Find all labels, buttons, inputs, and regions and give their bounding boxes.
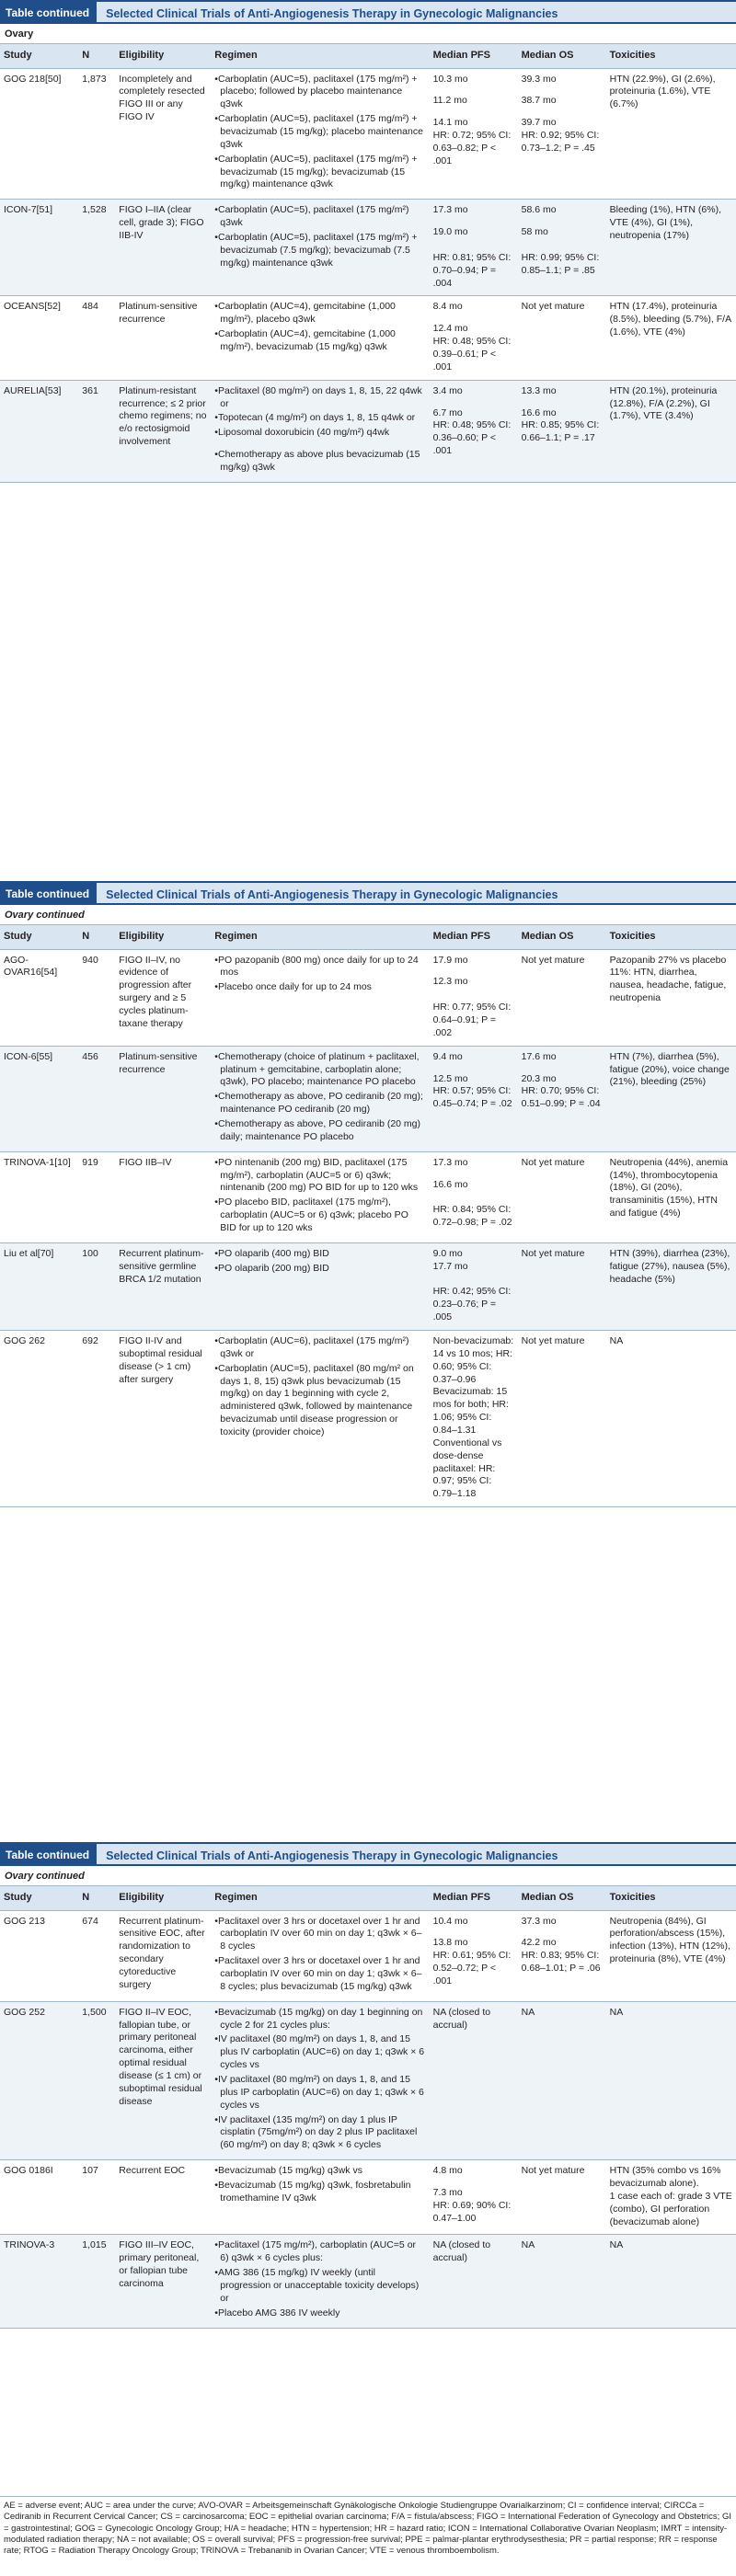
table-continued-tag: Table continued xyxy=(0,883,97,903)
n-cell: 1,500 xyxy=(78,2001,115,2159)
n-cell: 361 xyxy=(78,380,115,482)
os-value: NA xyxy=(521,2239,535,2251)
study-cell: TRINOVA-1[10] xyxy=(4,1156,71,1168)
regimen-item: • Carboplatin (AUC=6), paclitaxel (175 mg/m²) q3wk or xyxy=(214,1335,425,1361)
pfs-value: 12.5 mo HR: 0.57; 95% CI: 0.45–0.74; P = .02 xyxy=(432,1072,512,1110)
table-row xyxy=(0,200,736,296)
pfs-value: 12.4 mo HR: 0.48; 95% CI: 0.39–0.61; P < .001 xyxy=(432,323,512,372)
os-value: Not yet mature xyxy=(521,1334,585,1346)
eligibility-cell: FIGO II–IV, no evidence of progression after surgery and ≥ 5 cycles platinum-taxane therapy xyxy=(119,954,192,1029)
regimen-item: • Placebo AMG 386 IV weekly xyxy=(214,2307,425,2320)
pfs-value: NA (closed to accrual) xyxy=(432,2006,491,2031)
eligibility-cell: FIGO IIB–IV xyxy=(119,1156,172,1168)
column-header: Regimen xyxy=(211,44,429,68)
regimen-item: • Carboplatin (AUC=5), paclitaxel (175 mg/m²) + bevacizumab (7.5 mg/kg); bevacizumab (7.5 mg/kg) maintenance q3wk xyxy=(214,232,425,270)
regimen-item: • PO pazopanib (800 mg) once daily for up to 24 mos xyxy=(214,955,425,980)
regimen-cell xyxy=(211,2235,429,2328)
toxicities-cell: NA xyxy=(606,2235,736,2328)
median-pfs-cell xyxy=(430,2235,518,2328)
regimen-item: • PO nintenanib (200 mg) BID, paclitaxel (175 mg/m²), carboplatin (AUC=5 or 6) q3wk; nintenanib (200 mg) PO BID for up to 120 wks xyxy=(214,1157,425,1196)
regimen-cell xyxy=(211,200,429,296)
median-os-cell xyxy=(518,2235,606,2328)
column-header: N xyxy=(78,1886,115,1910)
column-header: Eligibility xyxy=(115,925,211,949)
regimen-item: • PO placebo BID, paclitaxel (175 mg/m²), carboplatin (AUC=5 or 6) q3wk; placebo PO BID for up to 120 wks xyxy=(214,1196,425,1235)
column-header: Eligibility xyxy=(115,1886,211,1910)
n-cell: 674 xyxy=(82,1915,98,1927)
header-row xyxy=(0,44,736,68)
os-value: 38.7 mo xyxy=(521,95,557,107)
median-pfs-cell xyxy=(430,380,518,482)
table-row xyxy=(0,380,736,482)
regimen-item: • Bevacizumab (15 mg/kg) q3wk vs xyxy=(214,2165,425,2178)
table-group-label: Ovary xyxy=(0,24,736,44)
pfs-value: 17.3 mo xyxy=(432,204,468,216)
median-os-cell xyxy=(518,296,606,380)
regimen-item: • Liposomal doxorubicin (40 mg/m²) q4wk xyxy=(214,427,425,440)
column-header: Toxicities xyxy=(606,1886,736,1910)
median-os-cell xyxy=(518,1330,606,1506)
regimen-item: • Bevacizumab (15 mg/kg) on day 1 beginning on cycle 2 for 21 cycles plus: xyxy=(214,2007,425,2032)
eligibility-cell: FIGO I–IIA (clear cell, grade 3); FIGO IIB-IV xyxy=(115,200,211,296)
os-value: Not yet mature xyxy=(521,301,585,313)
eligibility-cell: FIGO II–IV EOC, fallopian tube, or primary peritoneal carcinoma, either optimal residual disease (≤ 1 cm) or suboptimal residual disease xyxy=(115,2001,211,2159)
pfs-value: 13.8 mo HR: 0.61; 95% CI: 0.52–0.72; P < .001 xyxy=(432,1937,512,1986)
column-header: Median OS xyxy=(518,44,606,68)
toxicities-cell: NA xyxy=(609,1334,624,1346)
n-cell: 692 xyxy=(82,1334,98,1346)
n-cell: 456 xyxy=(78,1046,115,1151)
table-title-bar xyxy=(0,881,736,905)
pfs-value: 8.4 mo xyxy=(432,301,463,313)
regimen-item: • IV paclitaxel (135 mg/m²) on day 1 plus IP cisplatin (75mg/m²) on day 2 plus IP paclitaxel (60 mg/m²) on day 8; q3wk × 6 cycles xyxy=(214,2114,425,2153)
toxicities-cell: NA xyxy=(606,2001,736,2159)
eligibility-cell: FIGO II-IV and suboptimal residual disease (> 1 cm) after surgery xyxy=(119,1334,202,1385)
study-cell: Liu et al[70] xyxy=(0,1242,78,1330)
study-cell: OCEANS[52] xyxy=(4,301,61,313)
median-pfs-cell xyxy=(430,1242,518,1330)
regimen-item: • AMG 386 (15 mg/kg) IV weekly (until progression or unacceptable toxicity develops) or xyxy=(214,2267,425,2306)
table-row xyxy=(0,2001,736,2159)
study-cell: ICON-6[55] xyxy=(0,1046,78,1151)
study-cell: ICON-7[51] xyxy=(0,200,78,296)
regimen-cell xyxy=(211,1330,429,1506)
median-os-cell xyxy=(518,2160,606,2235)
column-header: Median OS xyxy=(518,925,606,949)
table-row xyxy=(0,2160,736,2235)
os-value: Not yet mature xyxy=(521,954,585,966)
pfs-value: 10.4 mo xyxy=(432,1915,468,1927)
column-header: Regimen xyxy=(211,1886,429,1910)
table-continued-tag: Table continued xyxy=(0,2,97,22)
eligibility-cell: Incompletely and completely resected FIGO III or any FIGO IV xyxy=(119,73,205,123)
median-os-cell xyxy=(518,949,606,1046)
column-header: Median PFS xyxy=(430,925,518,949)
pfs-value: 14.1 mo HR: 0.72; 95% CI: 0.63–0.82; P < .001 xyxy=(432,117,512,166)
median-pfs-cell xyxy=(430,1046,518,1151)
median-pfs-cell xyxy=(430,68,518,200)
regimen-item: • Paclitaxel (175 mg/m²), carboplatin (AUC=5 or 6) q3wk × 6 cycles plus: xyxy=(214,2239,425,2265)
eligibility-cell: Recurrent platinum-sensitive germline BRCA 1/2 mutation xyxy=(115,1242,211,1330)
trials-table xyxy=(0,925,736,1507)
table-row xyxy=(0,296,736,380)
median-pfs-cell xyxy=(430,1330,518,1506)
column-header: Eligibility xyxy=(115,44,211,68)
n-cell: 1,873 xyxy=(82,73,107,85)
n-cell: 107 xyxy=(82,2165,98,2177)
os-value: 17.6 mo xyxy=(521,1050,557,1062)
column-header: N xyxy=(78,925,115,949)
toxicities-cell: HTN (17.4%), proteinuria (8.5%), bleeding (5.7%), F/A (1.6%), VTE (4%) xyxy=(609,301,731,338)
eligibility-cell: Platinum-sensitive recurrence xyxy=(115,1046,211,1151)
regimen-item: • Carboplatin (AUC=5), paclitaxel (175 mg/m²) + bevacizumab (15 mg/kg); placebo maintenance q3wk xyxy=(214,113,425,152)
toxicities-cell: HTN (22.9%), GI (2.6%), proteinuria (1.6%), VTE (6.7%) xyxy=(609,73,716,110)
n-cell: 940 xyxy=(82,954,98,966)
regimen-item: • PO olaparib (400 mg) BID xyxy=(214,1248,425,1261)
median-pfs-cell xyxy=(430,2160,518,2235)
regimen-item: • Paclitaxel (80 mg/m²) on days 1, 8, 15, 22 q4wk or xyxy=(214,385,425,411)
median-os-cell xyxy=(518,1910,606,2001)
eligibility-cell: Recurrent EOC xyxy=(119,2165,186,2177)
n-cell: 919 xyxy=(82,1156,98,1168)
regimen-item: • Chemotherapy as above plus bevacizumab (15 mg/kg) q3wk xyxy=(214,449,425,475)
toxicities-cell: HTN (7%), diarrhea (5%), fatigue (20%), voice change (21%), bleeding (25%) xyxy=(606,1046,736,1151)
os-value: 39.7 mo HR: 0.92; 95% CI: 0.73–1.2; P = .45 xyxy=(521,117,600,154)
pfs-value: 3.4 mo xyxy=(432,384,463,396)
table-continued-tag: Table continued xyxy=(0,1844,97,1864)
eligibility-cell: FIGO III–IV EOC, primary peritoneal, or fallopian tube carcinoma xyxy=(115,2235,211,2328)
regimen-cell xyxy=(211,1242,429,1330)
table-section-2 xyxy=(0,881,736,1507)
pfs-value: 11.2 mo xyxy=(432,95,467,107)
abbreviations-footnote: AE = adverse event; AUC = area under the curve; AVO-OVAR = Arbeitsgemeinschaft Gynäkologische Onkologie Studiengruppe Ovarialkarzinom; CI = confidence interval; CIRCCa = Cediranib in Recurrent Cervical Cancer; CS = carcinosarcoma; EOC = epithelial ovarian carcinoma; F/A = fistula/abscess; FIGO = International Federation of Gynecology and Obstetrics; GI = gastrointestinal; GOG = Gynecologic Oncology Group; H/A = headache; HTN = hypertension; HR = hazard ratio; ICON = International Collaborative Ovarian Neoplasm; IMRT = intensity-modulated radiation therapy; NA = not available; OS = overall survival; PFS = progression-free survival; PPE = palmar-plantar erythrodysesthesia; PR = partial response; RR = response rate; RTOG = Radiation Therapy Oncology Group; TRINOVA = Trebananib in Ovarian Cancer; VTE = venous thromboembolism. xyxy=(0,2496,736,2558)
study-cell: AURELIA[53] xyxy=(0,380,78,482)
column-header: Median PFS xyxy=(430,44,518,68)
os-value: 16.6 mo HR: 0.85; 95% CI: 0.66–1.1; P = .17 xyxy=(521,406,600,444)
regimen-item: • Paclitaxel over 3 hrs or docetaxel over 1 hr and carboplatin IV over 60 min on day 1; q3wk × 6–8 cycles; plus bevacizumab (15 mg/kg) q3wk xyxy=(214,1955,425,1994)
n-cell: 484 xyxy=(82,301,98,313)
os-value: 20.3 mo HR: 0.70; 95% CI: 0.51–0.99; P = .04 xyxy=(521,1072,601,1110)
regimen-item: • Chemotherapy as above, PO cediranib (20 mg); maintenance PO cediranib (20 mg) xyxy=(214,1091,425,1116)
eligibility-cell: Recurrent platinum-sensitive EOC, after randomization to secondary cytoreductive surgery xyxy=(119,1915,205,1990)
regimen-item: • Carboplatin (AUC=5), paclitaxel (175 mg/m²) q3wk xyxy=(214,204,425,230)
median-os-cell xyxy=(518,200,606,296)
regimen-item: • Chemotherapy as above, PO cediranib (20 mg) daily; maintenance PO placebo xyxy=(214,1118,425,1144)
study-cell: GOG 213 xyxy=(4,1915,45,1927)
regimen-cell xyxy=(211,1910,429,2001)
table-group-label: Ovary continued xyxy=(0,905,736,925)
column-header: Study xyxy=(0,1886,78,1910)
table-section-3 xyxy=(0,1842,736,2329)
regimen-cell xyxy=(211,380,429,482)
median-pfs-cell xyxy=(430,949,518,1046)
pfs-value: 12.3 mo HR: 0.77; 95% CI: 0.64–0.91; P = .002 xyxy=(432,976,512,1038)
pfs-value: 19.0 mo HR: 0.81; 95% CI: 0.70–0.94; P = .004 xyxy=(432,226,512,289)
pfs-value: 7.3 mo HR: 0.69; 90% CI: 0.47–1.00 xyxy=(432,2186,512,2224)
n-cell: 1,015 xyxy=(78,2235,115,2328)
column-header: Toxicities xyxy=(606,925,736,949)
n-cell: 100 xyxy=(78,1242,115,1330)
os-value: Not yet mature xyxy=(521,1247,585,1259)
regimen-cell xyxy=(211,2001,429,2159)
n-cell: 1,528 xyxy=(78,200,115,296)
study-cell: GOG 252 xyxy=(0,2001,78,2159)
table-row xyxy=(0,1910,736,2001)
trials-table xyxy=(0,44,736,483)
regimen-item: • Carboplatin (AUC=5), paclitaxel (175 mg/m²) + placebo; followed by placebo maintenance q3wk xyxy=(214,74,425,112)
os-value: Not yet mature xyxy=(521,2165,585,2177)
regimen-cell xyxy=(211,2160,429,2235)
toxicities-cell: Bleeding (1%), HTN (6%), VTE (4%), GI (1%), neutropenia (17%) xyxy=(606,200,736,296)
pfs-value: 17.3 mo xyxy=(432,1156,468,1168)
regimen-cell xyxy=(211,1151,429,1242)
table-row xyxy=(0,1330,736,1506)
pfs-value: 9.4 mo xyxy=(432,1050,463,1062)
median-os-cell xyxy=(518,1046,606,1151)
regimen-item: • PO olaparib (200 mg) BID xyxy=(214,1263,425,1276)
eligibility-cell: Platinum-resistant recurrence; ≤ 2 prior chemo regimens; no e/o rectosigmoid involvement xyxy=(115,380,211,482)
regimen-item: • Bevacizumab (15 mg/kg) q3wk, fosbretabulin tromethamine IV q3wk xyxy=(214,2180,425,2205)
study-cell: GOG 0186I xyxy=(4,2165,53,2177)
regimen-cell xyxy=(211,68,429,200)
table-title: Selected Clinical Trials of Anti-Angiogenesis Therapy in Gynecologic Malignancies xyxy=(106,7,558,20)
os-value: 58.6 mo xyxy=(521,204,557,216)
table-title-bar xyxy=(0,1842,736,1866)
study-cell: GOG 262 xyxy=(4,1334,45,1346)
table-row xyxy=(0,1151,736,1242)
os-value: 13.3 mo xyxy=(521,384,557,396)
regimen-item: • Topotecan (4 mg/m²) on days 1, 8, 15 q4wk or xyxy=(214,412,425,425)
header-row xyxy=(0,925,736,949)
os-value: NA xyxy=(521,2006,535,2018)
median-pfs-cell xyxy=(430,1910,518,2001)
pfs-value: 10.3 mo xyxy=(432,73,468,85)
median-pfs-cell xyxy=(430,2001,518,2159)
table-title: Selected Clinical Trials of Anti-Angiogenesis Therapy in Gynecologic Malignancies xyxy=(106,888,558,901)
study-cell: TRINOVA-3 xyxy=(0,2235,78,2328)
regimen-item: • Chemotherapy (choice of platinum + paclitaxel, platinum + gemcitabine, carboplatin alone; q3wk), PO placebo; maintenance PO placebo xyxy=(214,1051,425,1090)
median-os-cell xyxy=(518,68,606,200)
table-title-bar xyxy=(0,0,736,24)
os-value: 39.3 mo xyxy=(521,73,557,85)
median-pfs-cell xyxy=(430,296,518,380)
column-header: Median OS xyxy=(518,1886,606,1910)
column-header: Regimen xyxy=(211,925,429,949)
study-cell: AGO-OVAR16[54] xyxy=(4,954,58,979)
table-row xyxy=(0,1046,736,1151)
toxicities-cell: HTN (20.1%), proteinuria (12.8%), F/A (2.2%), GI (1.7%), VTE (3.4%) xyxy=(606,380,736,482)
table-group-label: Ovary continued xyxy=(0,1866,736,1886)
column-header: N xyxy=(78,44,115,68)
median-os-cell xyxy=(518,1242,606,1330)
pfs-value: 6.7 mo HR: 0.48; 95% CI: 0.36–0.60; P < .001 xyxy=(432,406,512,457)
pfs-value: 9.0 mo 17.7 mo HR: 0.42; 95% CI: 0.23–0.76; P = .005 xyxy=(432,1247,512,1323)
regimen-item: • Carboplatin (AUC=4), gemcitabine (1,000 mg/m²), bevacizumab (15 mg/kg) q3wk xyxy=(214,328,425,354)
toxicities-cell: Neutropenia (44%), anemia (14%), thrombocytopenia (18%), GI (20%), transaminitis (15%), HTN and fatigue (4%) xyxy=(609,1156,729,1219)
regimen-item: • IV paclitaxel (80 mg/m²) on days 1, 8, and 15 plus IP carboplatin (AUC=6) on day 1; q3wk × 6 cycles vs xyxy=(214,2074,425,2112)
eligibility-cell: Platinum-sensitive recurrence xyxy=(119,301,198,326)
regimen-item: • Carboplatin (AUC=4), gemcitabine (1,000 mg/m²), placebo q3wk xyxy=(214,301,425,326)
table-row xyxy=(0,68,736,200)
table-row xyxy=(0,949,736,1046)
pfs-value: 16.6 mo HR: 0.84; 95% CI: 0.72–0.98; P = .02 xyxy=(432,1178,512,1229)
toxicities-cell: Neutropenia (84%), GI perforation/abscess (15%), infection (13%), HTN (12%), proteinuria (8%), VTE (4%) xyxy=(609,1915,730,1965)
median-pfs-cell xyxy=(430,1151,518,1242)
pfs-value: 4.8 mo xyxy=(432,2165,463,2177)
table-row xyxy=(0,1242,736,1330)
column-header: Study xyxy=(0,44,78,68)
table-title: Selected Clinical Trials of Anti-Angiogenesis Therapy in Gynecologic Malignancies xyxy=(106,1849,558,1862)
os-value: Not yet mature xyxy=(521,1156,585,1168)
trials-table xyxy=(0,1886,736,2329)
toxicities-cell: HTN (35% combo vs 16% bevacizumab alone). 1 case each of: grade 3 VTE (combo), GI perforation (bevacizumab alone) xyxy=(609,2165,732,2227)
table-row xyxy=(0,2235,736,2328)
column-header: Median PFS xyxy=(430,1886,518,1910)
os-value: 42.2 mo HR: 0.83; 95% CI: 0.68–1.01; P = .06 xyxy=(521,1937,601,1975)
toxicities-cell: HTN (39%), diarrhea (23%), fatigue (27%), nausea (5%), headache (5%) xyxy=(606,1242,736,1330)
median-os-cell xyxy=(518,380,606,482)
os-value: 37.3 mo xyxy=(521,1915,557,1927)
header-row xyxy=(0,1886,736,1910)
column-header: Toxicities xyxy=(606,44,736,68)
toxicities-cell: Pazopanib 27% vs placebo 11%: HTN, diarrhea, nausea, headache, fatigue, neutropenia xyxy=(609,954,727,1004)
pfs-value: Non-bevacizumab: 14 vs 10 mos; HR: 0.60; 95% CI: 0.37–0.96 Bevacizumab: 15 mos for both; HR: 1.06; 95% CI: 0.84–1.31 Conventional vs dose-dense paclitaxel: HR: 0.97; 95% CI: 0.79–1.18 xyxy=(432,1334,514,1500)
regimen-cell xyxy=(211,949,429,1046)
pfs-value: 17.9 mo xyxy=(432,954,468,966)
table-section-1 xyxy=(0,0,736,483)
median-os-cell xyxy=(518,2001,606,2159)
regimen-cell xyxy=(211,296,429,380)
os-value: 58 mo HR: 0.99; 95% CI: 0.85–1.1; P = .85 xyxy=(521,226,600,276)
regimen-cell xyxy=(211,1046,429,1151)
regimen-item: • Carboplatin (AUC=5), paclitaxel (80 mg/m² on days 1, 8, 15) q3wk plus bevacizumab (15 mg/kg) on day 1 beginning with cycle 2, administered q3wk, followed by maintenance bevacizumab until disease progression or toxicity (provider choice) xyxy=(214,1363,425,1439)
regimen-item: • IV paclitaxel (80 mg/m²) on days 1, 8, and 15 plus IV carboplatin (AUC=6) on day 1; q3wk × 6 cycles vs xyxy=(214,2033,425,2072)
study-cell: GOG 218[50] xyxy=(4,73,62,85)
regimen-item: • Placebo once daily for up to 24 mos xyxy=(214,981,425,994)
column-header: Study xyxy=(0,925,78,949)
regimen-item: • Carboplatin (AUC=5), paclitaxel (175 mg/m²) + bevacizumab (15 mg/kg); bevacizumab (15 mg/kg) maintenance q3wk xyxy=(214,154,425,192)
regimen-item: • Paclitaxel over 3 hrs or docetaxel over 1 hr and carboplatin IV over 60 min on day 1; q3wk × 6–8 cycles xyxy=(214,1916,425,1954)
median-os-cell xyxy=(518,1151,606,1242)
pfs-value: NA (closed to accrual) xyxy=(432,2239,491,2264)
median-pfs-cell xyxy=(430,200,518,296)
